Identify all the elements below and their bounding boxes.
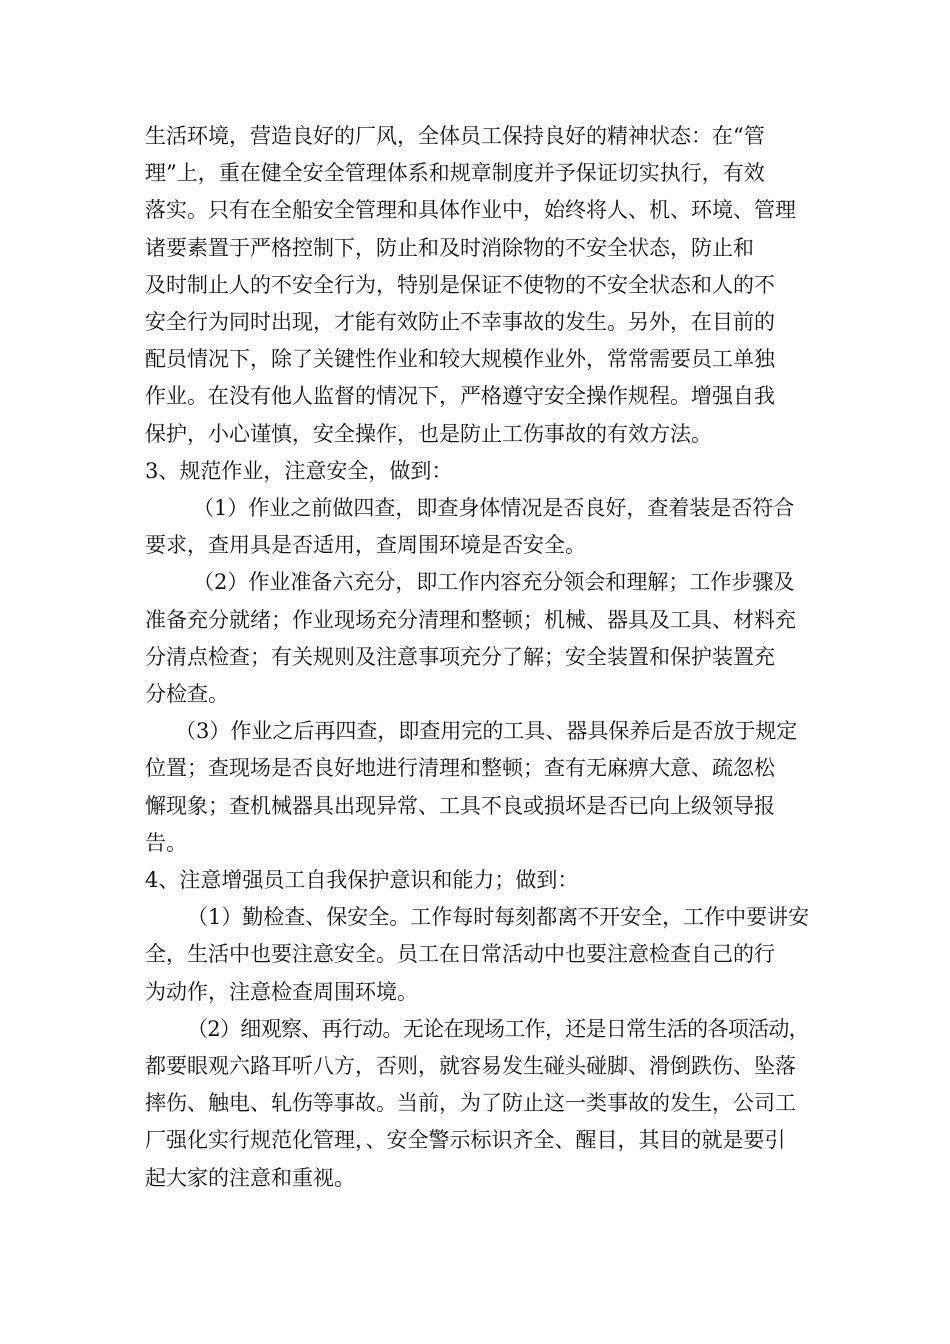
text-line: （1）勤检查、保安全。工作每时每刻都离不开安全，工作中要讲安 <box>187 905 810 930</box>
text-line: 配员情况下，除了关键性作业和较大规模作业外，常常需要员工单独 <box>145 347 775 372</box>
text-line: 位置；查现场是否良好地进行清理和整顿；查有无麻痹大意、疏忽松 <box>145 756 775 781</box>
paragraph-item-4-1 <box>145 899 809 1011</box>
section-heading-3 <box>145 453 809 490</box>
text-line: 作业。在没有他人监督的情况下，严格遵守安全操作规程。增强自我 <box>145 384 775 409</box>
text-line: 分检查。 <box>145 682 229 707</box>
text-line: 及时制止人的不安全行为，特别是保证不使物的不安全状态和人的不 <box>145 272 775 297</box>
text-line: （2）细观察、再行动。无论在现场工作，还是日常生活的各项活动， <box>187 1016 809 1041</box>
heading-line: 4、注意增强员工自我保护意识和能力；做到： <box>145 868 579 893</box>
paragraph-item-3-2 <box>145 564 809 713</box>
paragraph-item-3-1 <box>145 490 809 564</box>
text-line: （2）作业准备六充分，即工作内容充分领会和理解；工作步骤及 <box>193 570 795 595</box>
text-line: 都要眼观六路耳听八方，否则，就容易发生碰头碰脚、滑倒跌伤、坠落 <box>145 1054 796 1079</box>
paragraph-management <box>145 118 809 453</box>
text-line: 保护，小心谨慎，安全操作，也是防止工伤事故的有效方法。 <box>145 421 712 446</box>
text-line: 诸要素置于严格控制下，防止和及时消除物的不安全状态，防止和 <box>145 235 754 260</box>
text-line: 全，生活中也要注意安全。员工在日常活动中也要注意检查自己的行 <box>145 942 775 967</box>
text-line: 落实。只有在全船安全管理和具体作业中，始终将人、机、环境、管理 <box>145 198 796 223</box>
text-line: 安全行为同时出现，才能有效防止不幸事故的发生。另外，在目前的 <box>145 310 775 335</box>
text-line: 理”上，重在健全安全管理体系和规章制度并予保证切实执行，有效 <box>145 161 765 186</box>
text-line: 懈现象；查机械器具出现异常、工具不良或损坏是否已向上级领导报 <box>145 793 775 818</box>
text-line: 起大家的注意和重视。 <box>145 1165 355 1190</box>
text-line: 摔伤、触电、轧伤等事故。当前，为了防止这一类事故的发生，公司工 <box>145 1091 796 1116</box>
paragraph-item-4-2 <box>145 1011 809 1197</box>
text-line: （3）作业之后再四查，即查用完的工具、器具保养后是否放于规定 <box>175 719 798 744</box>
heading-line: 3、规范作业，注意安全，做到： <box>145 458 453 483</box>
document-body <box>145 118 809 1197</box>
text-line: 为动作，注意检查周围环境。 <box>145 979 418 1004</box>
paragraph-item-3-3 <box>145 713 809 862</box>
text-line: 分清点检查；有关规则及注意事项充分了解；安全装置和保护装置充 <box>145 644 775 669</box>
text-line: 告。 <box>145 830 187 855</box>
section-heading-4 <box>145 862 809 899</box>
text-line: 要求，查用具是否适用，查周围环境是否安全。 <box>145 533 586 558</box>
text-line: （1）作业之前做四查，即查身体情况是否良好，查着装是否符合 <box>193 496 795 521</box>
text-line: 厂强化实行规范化管理，、安全警示标识齐全、醒目，其目的就是要引 <box>145 1128 786 1153</box>
text-line: 准备充分就绪；作业现场充分清理和整顿；机械、器具及工具、材料充 <box>145 607 796 632</box>
text-line: 生活环境，营造良好的厂风，全体员工保持良好的精神状态：在“管 <box>145 124 765 148</box>
